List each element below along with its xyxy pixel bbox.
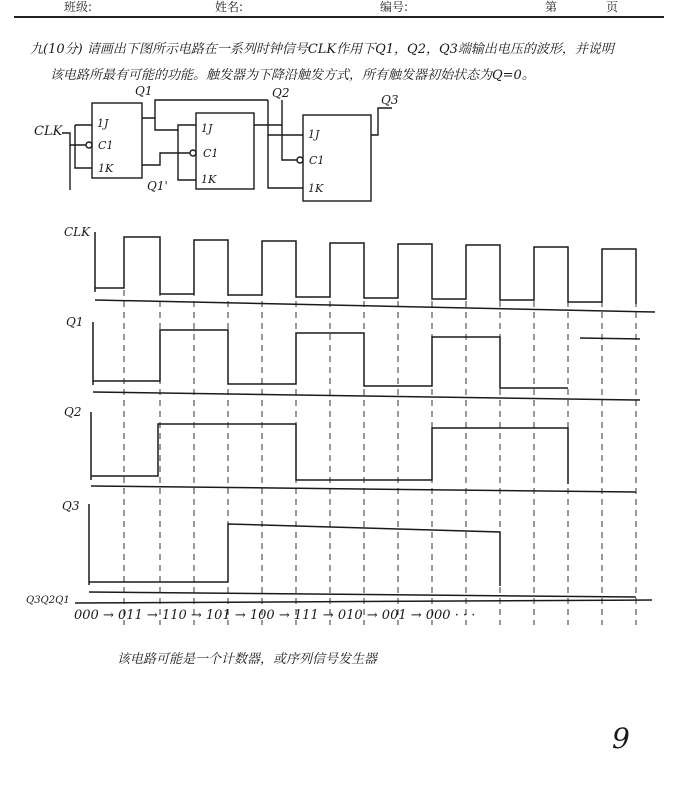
q1n-to-c2-wire — [142, 153, 190, 165]
page-number: 9 — [612, 722, 630, 755]
clk-input-wire — [62, 133, 86, 145]
class-label: 班级: — [64, 0, 93, 14]
state-sequence-label: Q3Q2Q1 — [26, 595, 70, 606]
page-prefix: 第 — [545, 0, 558, 14]
ff2-j-label: 1J — [201, 122, 213, 135]
q1-to-j3-wire — [268, 100, 303, 135]
q1-baseline — [93, 392, 640, 400]
q1-wire — [142, 100, 268, 118]
q1-waveform-end — [580, 338, 640, 339]
ff1-j-label: 1J — [97, 117, 109, 130]
clk-waveform — [95, 232, 636, 304]
wave-clk-label: CLK — [64, 225, 91, 239]
state-sequence: 000 → 011 → 110 → 101 → 100 → 111 → 010 → 001 → 000 · · · — [74, 608, 476, 623]
ff3-clock-bubble — [297, 157, 303, 163]
conclusion-text: 该电路可能是一个计数器，或序列信号发生器 — [117, 652, 378, 667]
circuit-clk-label: CLK — [34, 124, 63, 139]
wave-q2-label: Q2 — [64, 405, 82, 419]
q3-wire — [371, 108, 392, 135]
question-line-1: 九(10分) 请画出下图所示电路在一系列时钟信号CLK作用下Q1，Q2，Q3端输出电压的波形，并说明 — [30, 42, 614, 57]
number-label: 编号: — [380, 0, 409, 14]
circuit-q2-label: Q2 — [272, 86, 290, 100]
ff3-c-label: C1 — [309, 154, 325, 167]
page-suffix: 页 — [606, 0, 619, 14]
ff1-c-label: C1 — [98, 139, 114, 152]
q1-to-j2-wire — [155, 118, 196, 130]
circuit-q3-label: Q3 — [381, 93, 399, 107]
q3-baseline — [89, 592, 636, 597]
wave-q3-label: Q3 — [62, 499, 80, 513]
wave-q1-label: Q1 — [66, 315, 84, 329]
name-label: 姓名: — [215, 0, 244, 14]
ff2-clock-bubble — [190, 150, 196, 156]
ff2-c-label: C1 — [203, 147, 219, 160]
ff1-clock-bubble — [86, 142, 92, 148]
time-gridlines — [124, 290, 636, 625]
ff3-k-label: 1K — [308, 182, 324, 195]
ff1-k-label: 1K — [98, 162, 114, 175]
ff1-jk-wire — [75, 125, 92, 168]
q3-waveform — [89, 504, 500, 586]
circuit-q1n-label: Q1' — [147, 179, 168, 193]
ff2-k-label: 1K — [201, 173, 217, 186]
q1-to-k2-wire — [178, 130, 196, 180]
question-line-2: 该电路所最有可能的功能。触发器为下降沿触发方式，所有触发器初始状态为Q=0。 — [50, 68, 535, 83]
q2-to-c3-wire — [282, 125, 297, 160]
circuit-q1-label: Q1 — [135, 84, 153, 98]
ff3-j-label: 1J — [308, 128, 320, 141]
